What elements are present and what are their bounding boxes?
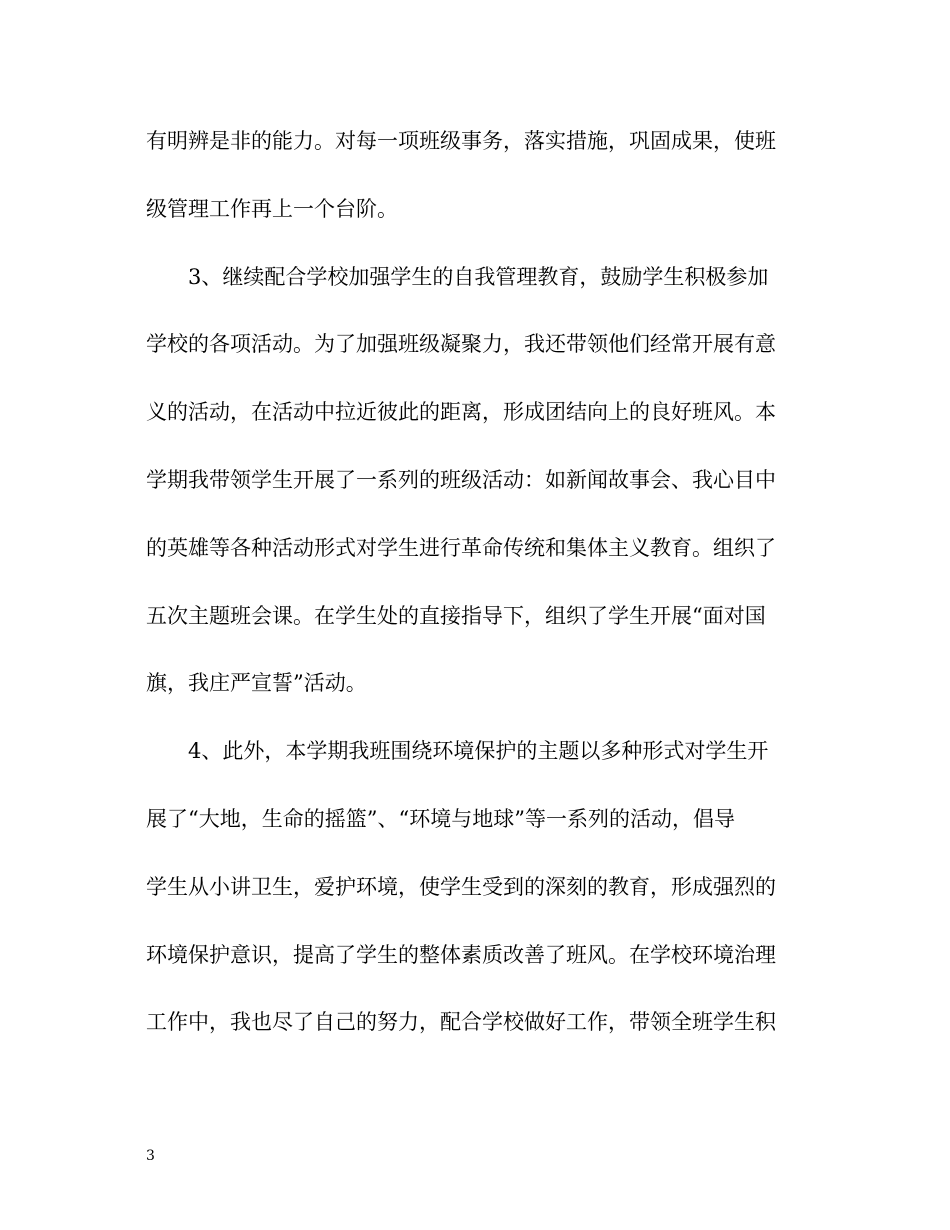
text-line: 有明辨是非的能力。对每一项班级事务，落实措施，巩固成果，使班 <box>146 129 776 153</box>
body-text <box>146 120 806 1069</box>
text-line: 的英雄等各种活动形式对学生进行革命传统和集体主义教育。组织了 <box>146 535 776 560</box>
text-line: 级管理工作再上一个台阶。 <box>146 196 398 221</box>
paragraph-4-start: 4、此外，本学期我班围绕环境保护的主题以多种形式对学生开 <box>188 739 769 764</box>
text-line: 学校的各项活动。为了加强班级凝聚力，我还带领他们经常开展有意 <box>146 332 776 357</box>
text-line: 工作中，我也尽了自己的努力，配合学校做好工作，带领全班学生积 <box>146 1010 776 1035</box>
text-line: 五次主题班会课。在学生处的直接指导下，组织了学生开展“面对国 <box>146 603 766 628</box>
paragraph-3-start: 3、继续配合学校加强学生的自我管理教育，鼓励学生积极参加 <box>188 264 769 289</box>
text-line: 环境保护意识，提高了学生的整体素质改善了班风。在学校环境治理 <box>146 942 776 967</box>
text-line: 学生从小讲卫生，爱护环境，使学生受到的深刻的教育，形成强烈的 <box>146 874 776 899</box>
text-line: 学期我带领学生开展了一系列的班级活动：如新闻故事会、我心目中 <box>146 467 776 492</box>
text-line: 旗，我庄严宣誓”活动。 <box>146 671 367 696</box>
text-line: 展了“大地，生命的摇篮”、“环境与地球”等一系列的活动，倡导 <box>146 806 735 831</box>
text-line: 义的活动，在活动中拉近彼此的距离，形成团结向上的良好班风。本 <box>146 400 776 425</box>
page-number: 3 <box>146 1148 155 1164</box>
